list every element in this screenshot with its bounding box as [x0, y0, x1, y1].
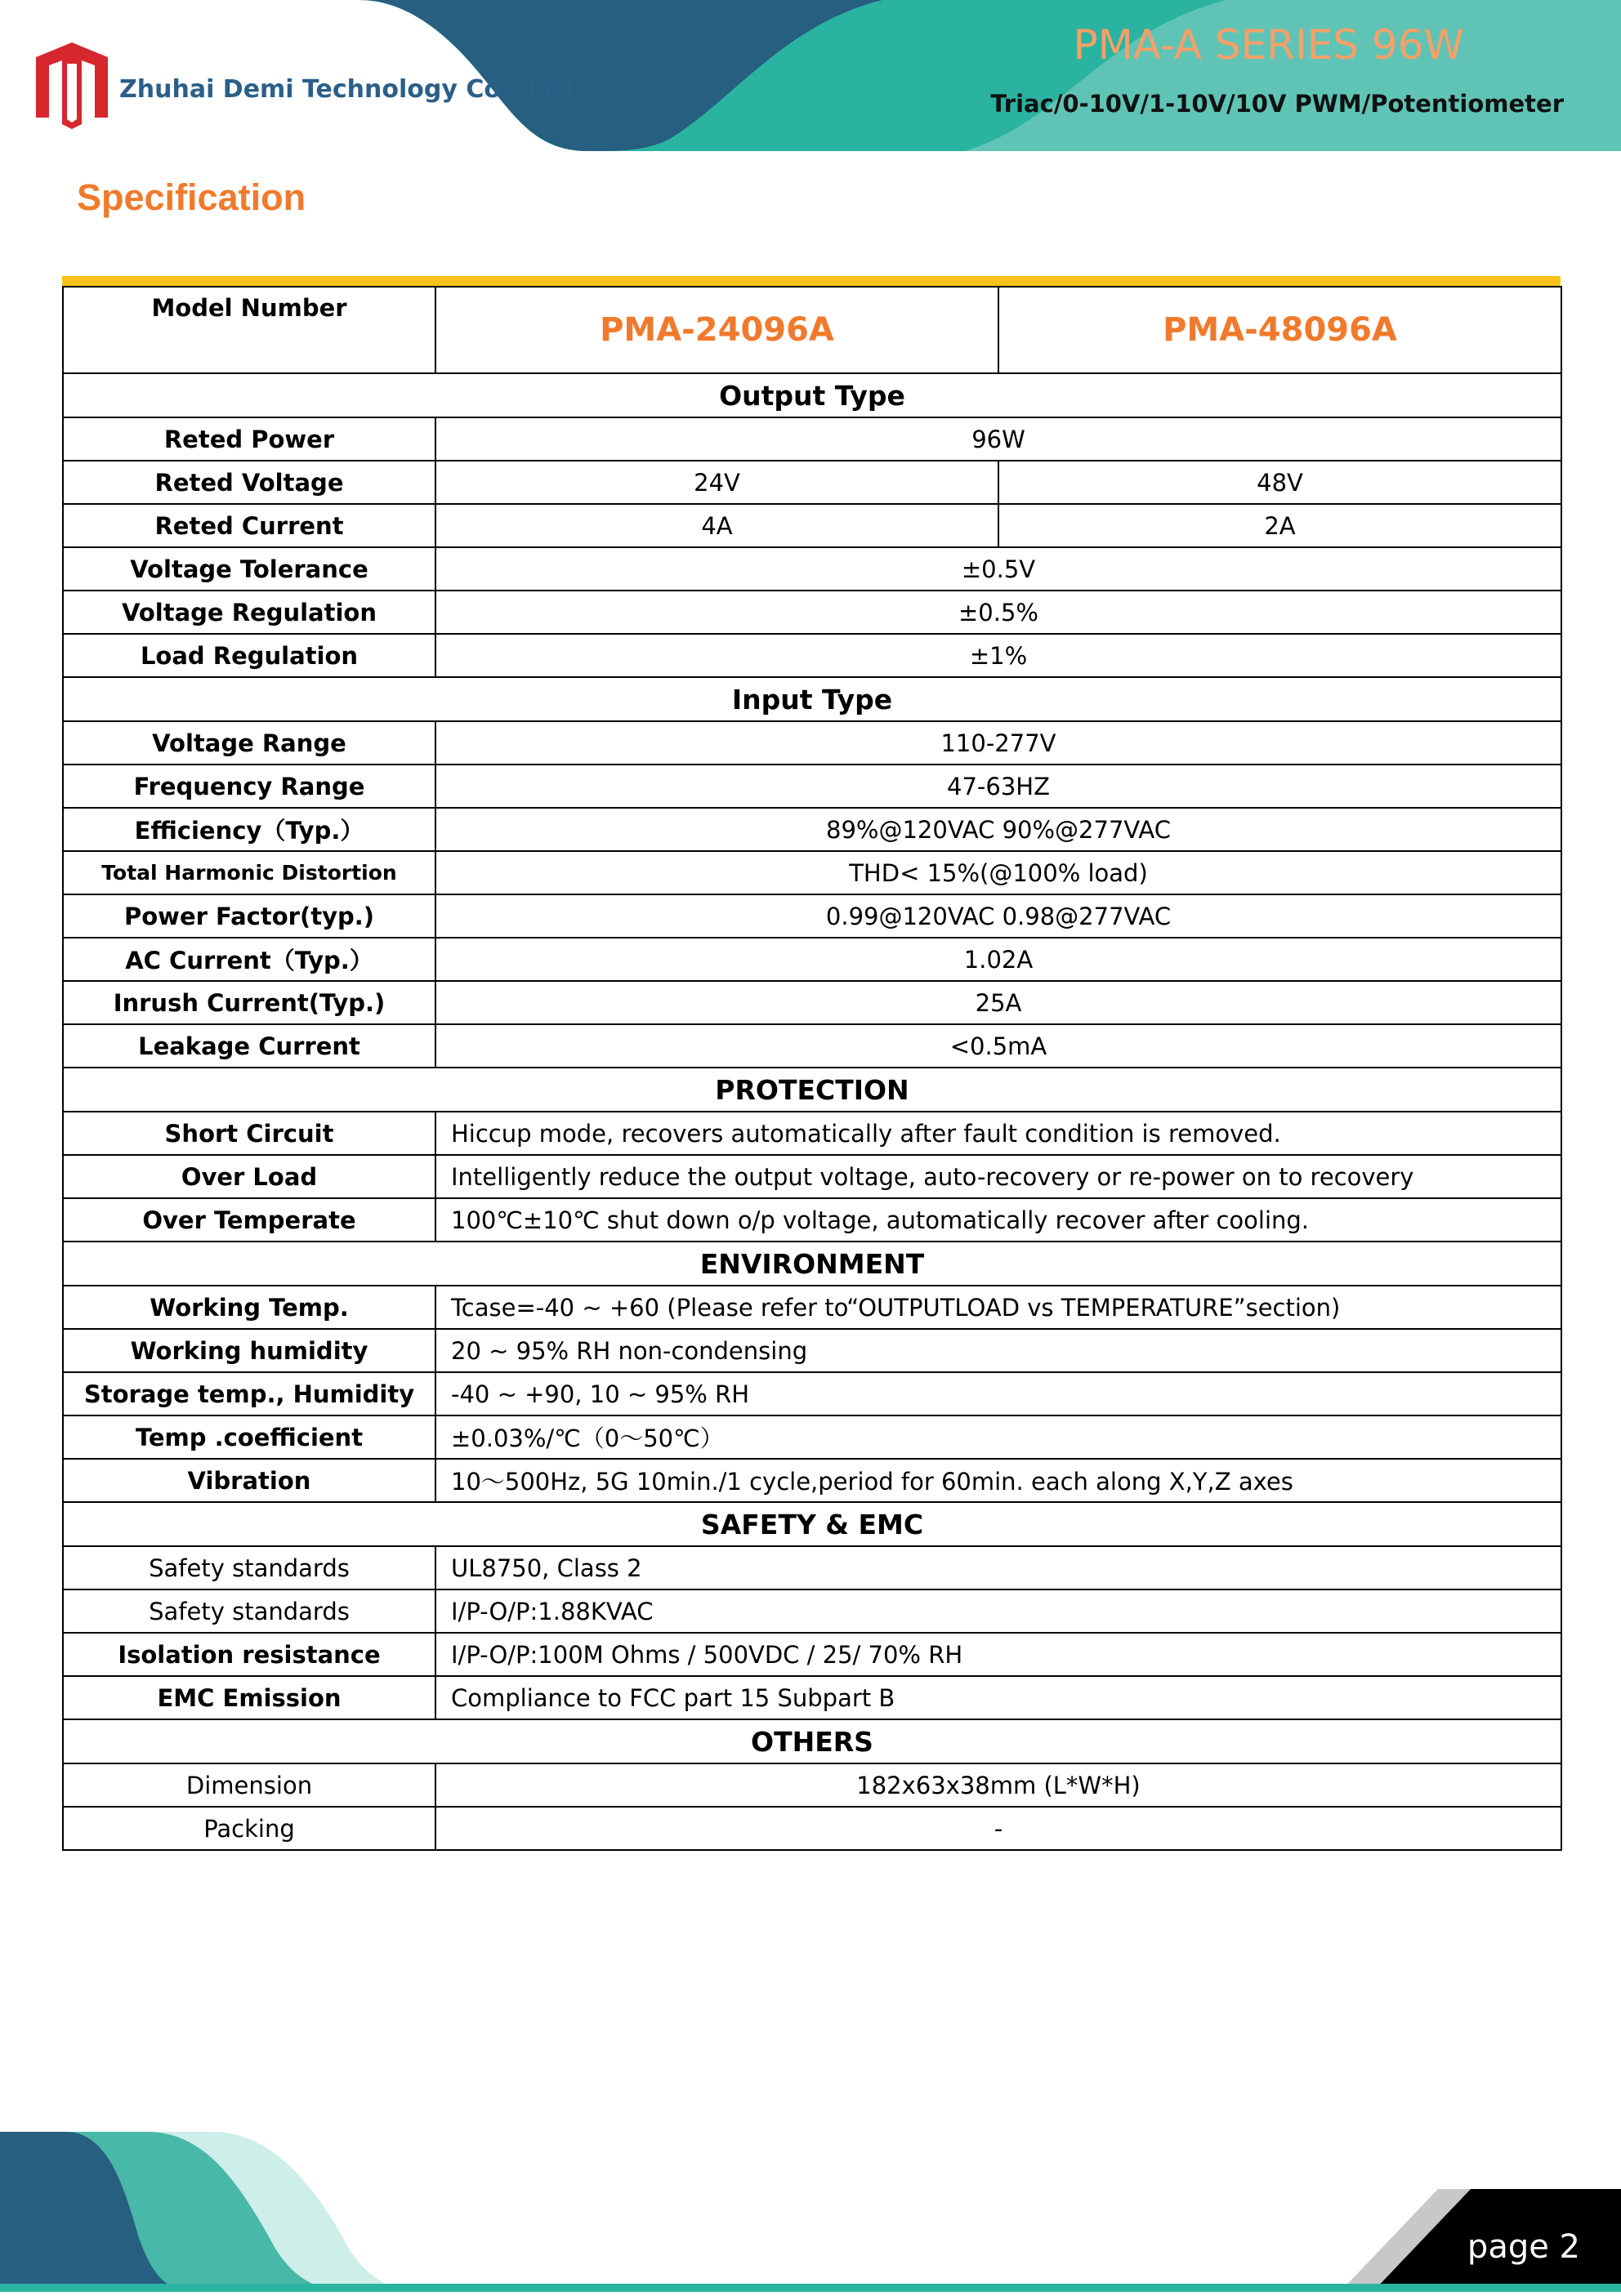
section-input-type: Input Type [63, 677, 1561, 721]
table-row [63, 894, 1561, 938]
table-row [63, 1459, 1561, 1502]
company-name: Zhuhai Demi Technology Co., Ltd. [119, 75, 583, 104]
table-row [63, 1286, 1561, 1329]
row-value: 20 ~ 95% RH non-condensing [435, 1329, 1561, 1372]
row-label: Voltage Range [63, 721, 435, 765]
row-label: Inrush Current(Typ.) [63, 981, 435, 1024]
row-value: - [435, 1807, 1561, 1850]
row-label: Reted Current [63, 504, 435, 547]
row-value: Intelligently reduce the output voltage, auto-recovery or re-power on to recovery [435, 1155, 1561, 1198]
row-label: Vibration [63, 1459, 435, 1502]
row-label: Safety standards [63, 1589, 435, 1633]
row-label: Voltage Tolerance [63, 547, 435, 591]
row-label: Over Temperate [63, 1198, 435, 1242]
table-row [63, 1112, 1561, 1155]
row-value: 47-63HZ [435, 765, 1561, 808]
row-label: Leakage Current [63, 1024, 435, 1068]
row-label: Packing [63, 1807, 435, 1850]
row-label: Over Load [63, 1155, 435, 1198]
row-value: 0.99@120VAC 0.98@277VAC [435, 894, 1561, 938]
row-value: 2A [998, 504, 1561, 547]
row-value: 182x63x38mm (L*W*H) [435, 1763, 1561, 1807]
table-row [63, 721, 1561, 765]
table-row [63, 1676, 1561, 1719]
table-row [63, 591, 1561, 634]
table-row [63, 634, 1561, 677]
row-value: I/P-O/P:1.88KVAC [435, 1589, 1561, 1633]
row-value: 110-277V [435, 721, 1561, 765]
row-value: 25A [435, 981, 1561, 1024]
section-environment: ENVIRONMENT [63, 1242, 1561, 1286]
table-row [63, 808, 1561, 851]
row-value: 96W [435, 417, 1561, 461]
section-row [63, 1719, 1561, 1763]
row-label: Working Temp. [63, 1286, 435, 1329]
table-row [63, 1415, 1561, 1459]
row-value: 4A [435, 504, 998, 547]
heading-bar [62, 276, 1561, 286]
model-48096a: PMA-48096A [998, 287, 1561, 373]
row-label: Frequency Range [63, 765, 435, 808]
row-value: Hiccup mode, recovers automatically after fault condition is removed. [435, 1112, 1561, 1155]
table-row [63, 1024, 1561, 1068]
row-value: 10～500Hz, 5G 10min./1 cycle,period for 60min. each along X,Y,Z axes [435, 1459, 1561, 1502]
table-row [63, 1633, 1561, 1676]
row-label: Safety standards [63, 1546, 435, 1589]
row-value: ±0.03%/℃（0～50℃） [435, 1415, 1561, 1459]
page-header [0, 0, 1621, 151]
row-label: Isolation resistance [63, 1633, 435, 1676]
row-label: Voltage Regulation [63, 591, 435, 634]
row-label: Short Circuit [63, 1112, 435, 1155]
table-row [63, 851, 1561, 894]
section-row [63, 1068, 1561, 1112]
table-row [63, 461, 1561, 504]
table-row [63, 547, 1561, 591]
series-title: PMA-A SERIES 96W [1073, 21, 1464, 69]
row-label: Reted Voltage [63, 461, 435, 504]
table-row [63, 938, 1561, 981]
row-label: AC Current（Typ.） [63, 938, 435, 981]
model-number-label: Model Number [63, 287, 435, 373]
section-protection: PROTECTION [63, 1068, 1561, 1112]
table-row [63, 1807, 1561, 1850]
row-label: Dimension [63, 1763, 435, 1807]
table-row [63, 765, 1561, 808]
table-row [63, 1198, 1561, 1242]
row-value: Tcase=-40 ~ +60 (Please refer to“OUTPUTLOAD vs TEMPERATURE”section) [435, 1286, 1561, 1329]
table-row [63, 1329, 1561, 1372]
table-row [63, 1546, 1561, 1589]
row-value: 24V [435, 461, 998, 504]
row-value: ±0.5% [435, 591, 1561, 634]
table-row [63, 1372, 1561, 1415]
table-row [63, 1155, 1561, 1198]
row-value: THD< 15%(@100% load) [435, 851, 1561, 894]
table-row [63, 981, 1561, 1024]
demi-logo-icon [29, 39, 114, 131]
row-value: -40 ~ +90, 10 ~ 95% RH [435, 1372, 1561, 1415]
row-value: I/P-O/P:100M Ohms / 500VDC / 25/ 70% RH [435, 1633, 1561, 1676]
series-subtitle: Triac/0-10V/1-10V/10V PWM/Potentiometer [990, 90, 1564, 118]
row-label: Reted Power [63, 417, 435, 461]
section-row [63, 1242, 1561, 1286]
spec-table [62, 286, 1562, 1851]
footer-wave-graphic [0, 2132, 1621, 2292]
row-value: ±1% [435, 634, 1561, 677]
row-value: Compliance to FCC part 15 Subpart B [435, 1676, 1561, 1719]
table-row [63, 504, 1561, 547]
section-others: OTHERS [63, 1719, 1561, 1763]
table-row [63, 1589, 1561, 1633]
row-value: <0.5mA [435, 1024, 1561, 1068]
row-value: 1.02A [435, 938, 1561, 981]
row-label: Temp .coefficient [63, 1415, 435, 1459]
row-value: 89%@120VAC 90%@277VAC [435, 808, 1561, 851]
row-label: Efficiency（Typ.） [63, 808, 435, 851]
row-label: Load Regulation [63, 634, 435, 677]
section-row [63, 373, 1561, 417]
row-value: 100℃±10℃ shut down o/p voltage, automatically recover after cooling. [435, 1198, 1561, 1242]
page-number: page 2 [1467, 2228, 1580, 2266]
section-row [63, 1502, 1561, 1546]
spec-heading: Specification [77, 176, 306, 218]
row-label: Working humidity [63, 1329, 435, 1372]
table-row [63, 417, 1561, 461]
section-output-type: Output Type [63, 373, 1561, 417]
row-label: EMC Emission [63, 1676, 435, 1719]
table-row [63, 1763, 1561, 1807]
row-value: UL8750, Class 2 [435, 1546, 1561, 1589]
row-label: Power Factor(typ.) [63, 894, 435, 938]
section-row [63, 677, 1561, 721]
row-label: Storage temp., Humidity [63, 1372, 435, 1415]
model-24096a: PMA-24096A [435, 287, 998, 373]
row-label: Total Harmonic Distortion [63, 851, 435, 894]
row-value: ±0.5V [435, 547, 1561, 591]
table-row [63, 287, 1561, 373]
row-value: 48V [998, 461, 1561, 504]
page-footer [0, 2132, 1621, 2292]
section-safety-emc: SAFETY & EMC [63, 1502, 1561, 1546]
